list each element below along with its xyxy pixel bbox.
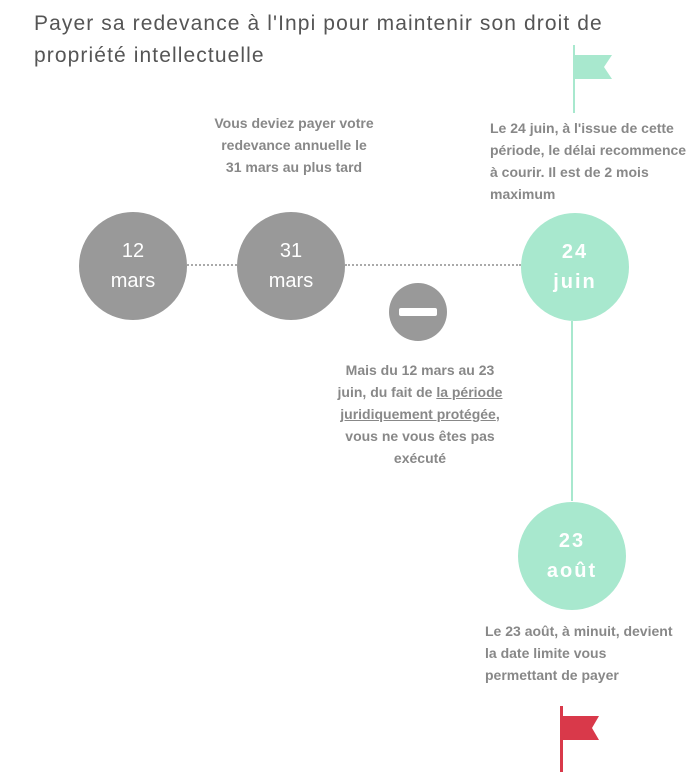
node-day: 23 — [558, 530, 586, 552]
timeline-connector-2 — [345, 264, 521, 266]
page-title: Payer sa redevance à l'Inpi pour maintenir son droit de propriété intellectuelle — [34, 12, 603, 67]
node-month: août — [546, 560, 598, 582]
date-node-24-juin — [521, 213, 629, 321]
node-month: mars — [110, 270, 156, 292]
node-day: 12 — [121, 240, 145, 262]
green-flag-icon — [572, 45, 614, 113]
minus-icon — [389, 283, 447, 341]
note-restart: Le 24 juin, à l'issue de cette période, le délai recommence à courir. Il est de 2 mois maximum — [490, 120, 687, 202]
node-month: juin — [553, 271, 597, 293]
node-day: 31 — [279, 240, 303, 262]
timeline-connector-vertical — [571, 321, 573, 501]
red-flag-icon — [559, 706, 601, 774]
timeline-connector-1 — [187, 264, 237, 266]
date-node-31-mars — [237, 212, 345, 320]
date-node-23-aout — [518, 502, 626, 610]
date-node-12-mars — [79, 212, 187, 320]
node-day: 24 — [561, 241, 589, 263]
note-protected-period: Mais du 12 mars au 23 juin, du fait de la période juridiquement protégée, vous ne vous êtes pas exécuté — [337, 362, 503, 466]
protected-period-link[interactable]: la période juridiquement protégée — [340, 384, 503, 422]
node-month: mars — [268, 270, 314, 292]
note-deadline: Vous deviez payer votre redevance annuelle le 31 mars au plus tard — [214, 115, 374, 175]
note-final-deadline: Le 23 août, à minuit, devient la date limite vous permettant de payer — [485, 623, 673, 683]
